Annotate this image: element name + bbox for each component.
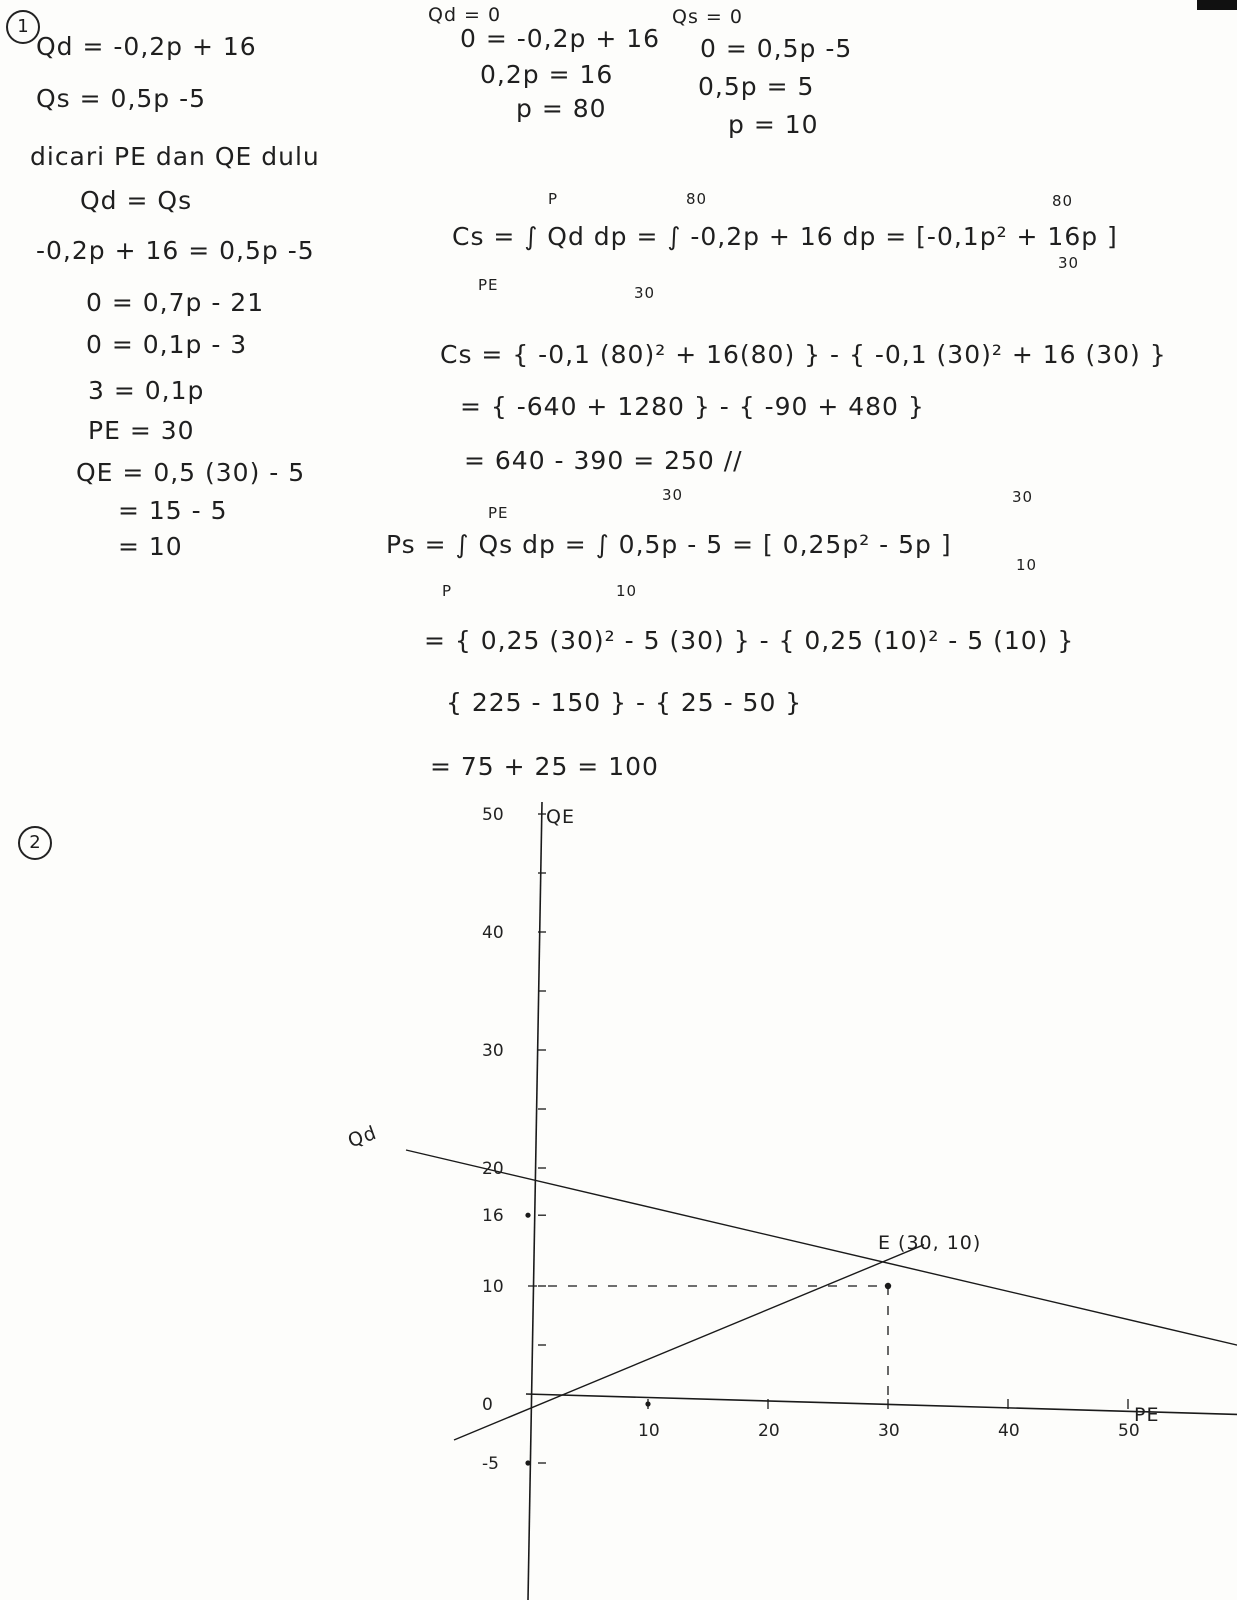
x-axis — [526, 1394, 1237, 1422]
y-tick-label: -5 — [482, 1454, 499, 1474]
cs-result: = 640 - 390 = 250 // — [464, 446, 743, 475]
ps-evaluation: { 225 - 150 } - { 25 - 50 } — [446, 688, 803, 717]
qd-zero-heading: Qd = 0 — [428, 4, 502, 26]
demand-line — [406, 1150, 1237, 1404]
ps-result: = 75 + 25 = 100 — [430, 752, 659, 781]
x-tick-label: 40 — [998, 1421, 1020, 1441]
y-tick-label: 30 — [482, 1041, 504, 1061]
problem-number-1: 1 — [6, 10, 40, 44]
equilibrium-condition: Qd = Qs — [80, 186, 193, 215]
y-tick-label: 0 — [482, 1395, 493, 1415]
ps-integral-lower-p: P — [442, 582, 453, 600]
cs-bracket-lower-30: 30 — [1058, 254, 1080, 272]
y-tick-label: 50 — [482, 805, 504, 825]
step-2: 0 = 0,7p - 21 — [86, 288, 265, 317]
step-4: 3 = 0,1p — [88, 376, 205, 405]
supply-intercept-point — [645, 1401, 650, 1406]
y-tick-label: 10 — [482, 1277, 504, 1297]
y-axis — [528, 802, 542, 1600]
qs-zero-line-2: 0,5p = 5 — [698, 72, 815, 101]
demand-curve-label: Qd — [345, 1121, 380, 1153]
qe-step-1: QE = 0,5 (30) - 5 — [76, 458, 306, 487]
demand-intercept-point — [525, 1213, 530, 1218]
ps-integral-lower-16: 10 — [616, 582, 638, 600]
cs-evaluation: = { -640 + 1280 } - { -90 + 480 } — [460, 392, 925, 421]
step-1: -0,2p + 16 = 0,5p -5 — [36, 236, 315, 265]
cs-integral-upper-p: P — [548, 190, 559, 208]
qs-function: Qs = 0,5p -5 — [36, 84, 207, 113]
equilibrium-point-label: E (30, 10) — [878, 1232, 982, 1254]
qd-zero-line-2: 0,2p = 16 — [480, 60, 614, 89]
ps-integral-upper-30: 30 — [662, 486, 684, 504]
x-tick-label: 10 — [638, 1421, 660, 1441]
qe-step-2: = 15 - 5 — [118, 496, 228, 525]
qd-function: Qd = -0,2p + 16 — [36, 32, 257, 61]
ps-integral: Ps = ∫ Qs dp = ∫ 0,5p - 5 = [ 0,25p² - 5p ] — [386, 530, 952, 559]
qs-zero-line-1: 0 = 0,5p -5 — [700, 34, 853, 63]
cs-substitution: Cs = { -0,1 (80)² + 16(80) } - { -0,1 (30)² + 16 (30) } — [440, 340, 1167, 369]
x-tick-label: 30 — [878, 1421, 900, 1441]
equilibrium-point — [885, 1283, 891, 1289]
ps-integral-upper-pe: PE — [488, 504, 509, 522]
cs-bracket-upper-80: 80 — [1052, 192, 1074, 210]
find-equilibrium-note: dicari PE dan QE dulu — [30, 142, 320, 171]
x-tick-label: 50 — [1118, 1421, 1140, 1441]
step-3: 0 = 0,1p - 3 — [86, 330, 248, 359]
pe-axis-label: PE — [1134, 1404, 1160, 1426]
ps-bracket-lower-10: 10 — [1016, 556, 1038, 574]
qs-zero-heading: Qs = 0 — [672, 6, 743, 28]
ps-bracket-upper-30: 30 — [1012, 488, 1034, 506]
pe-result: PE = 30 — [88, 416, 195, 445]
cs-integral-lower-30: 30 — [634, 284, 656, 302]
cs-integral-lower-pe: PE — [478, 276, 499, 294]
problem-number-2: 2 — [18, 826, 52, 860]
cs-integral: Cs = ∫ Qd dp = ∫ -0,2p + 16 dp = [-0,1p² + 16p ] — [452, 222, 1118, 251]
qe-step-3: = 10 — [118, 532, 183, 561]
y-tick-label: 16 — [482, 1206, 504, 1227]
x-tick-label: 20 — [758, 1421, 780, 1441]
y-tick-label: 40 — [482, 923, 504, 943]
y-axis-label: QE — [546, 806, 575, 828]
qd-zero-line-3: p = 80 — [516, 94, 607, 123]
y-tick-label: 20 — [482, 1159, 504, 1179]
supply-line — [454, 1245, 924, 1440]
qd-zero-line-1: 0 = -0,2p + 16 — [460, 24, 661, 53]
cs-integral-upper-80: 80 — [686, 190, 708, 208]
supply-y-intercept-point — [525, 1460, 530, 1465]
qs-zero-line-3: p = 10 — [728, 110, 819, 139]
ps-substitution: = { 0,25 (30)² - 5 (30) } - { 0,25 (10)² - 5 (10) } — [424, 626, 1075, 655]
